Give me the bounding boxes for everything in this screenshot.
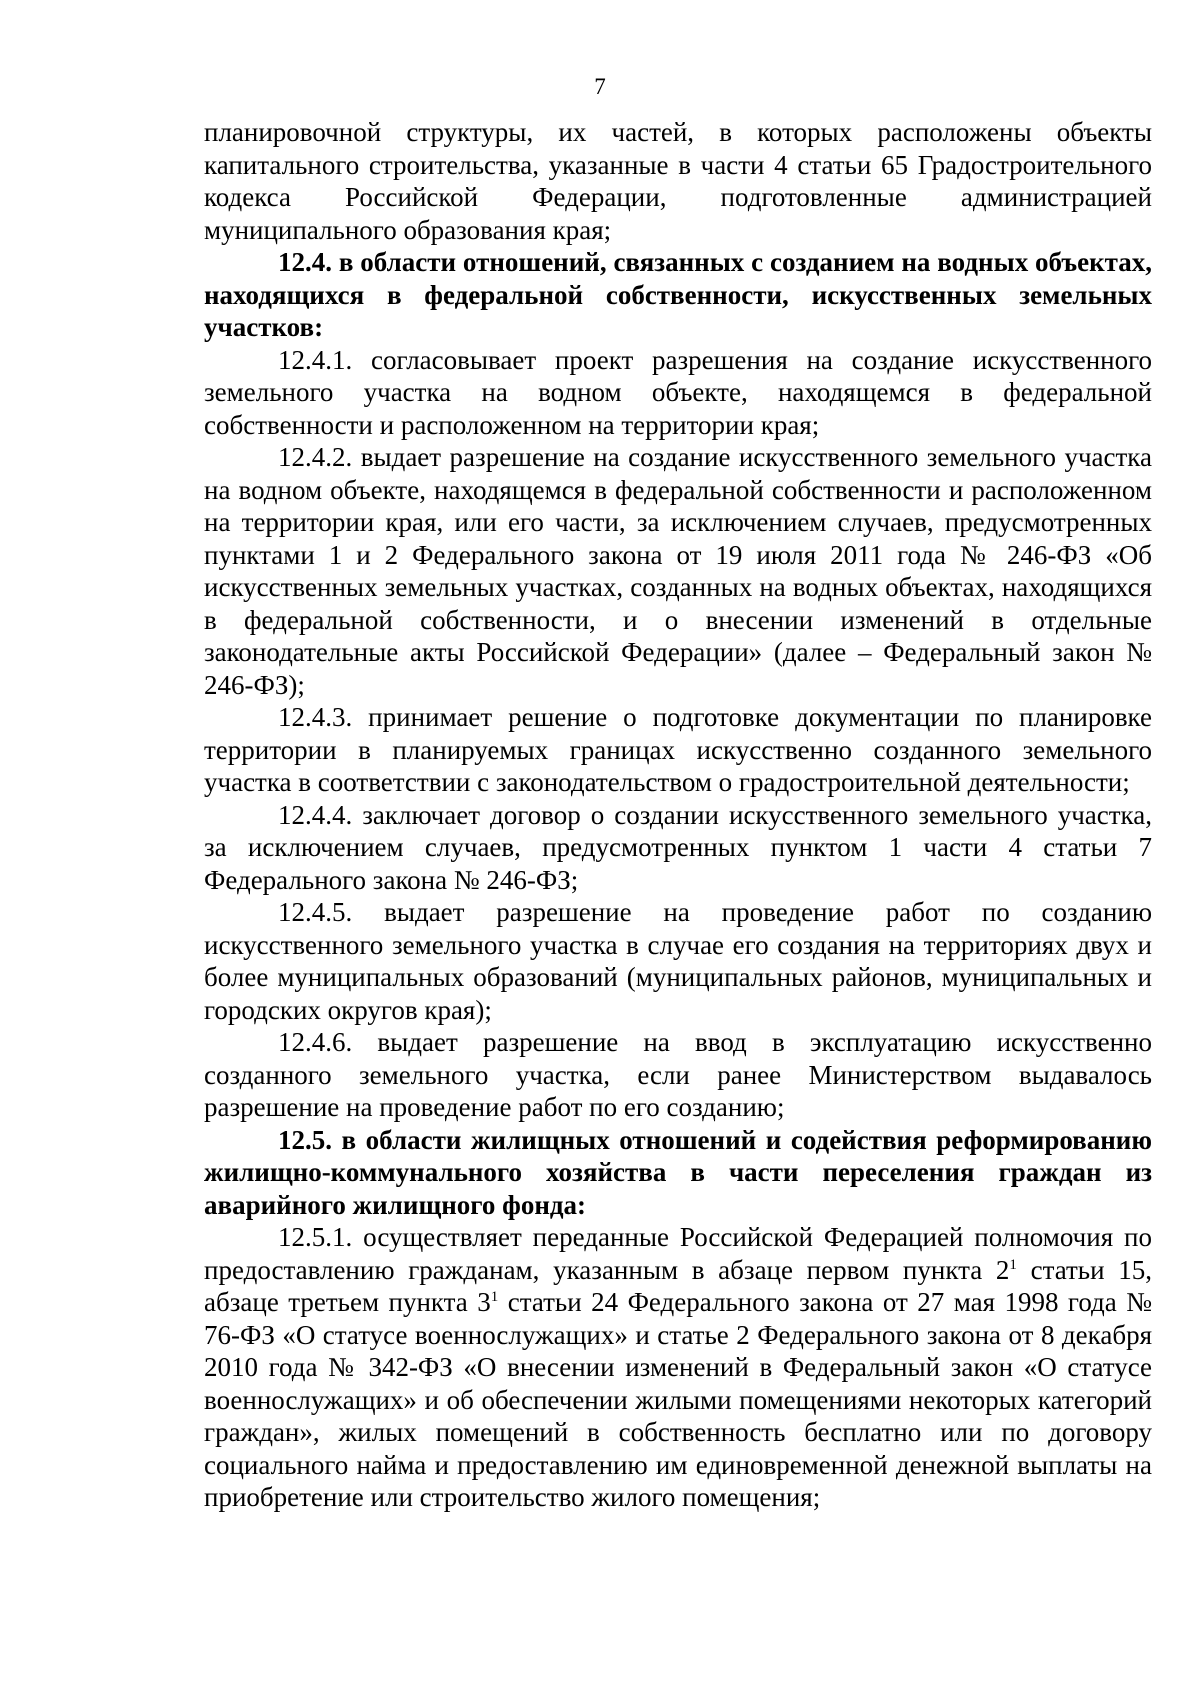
clause-12-5-1-text-a: 12.5.1. осуществляет переданные Российской Федерацией полномочия по предоставлению гражданам, указанным в абзаце первом пункта 2 [204, 1222, 1152, 1285]
clause-12-5-1-text-c: статьи 24 Федерального закона от 27 мая 1998 года № 76-ФЗ «О статусе военнослужащих» и статье 2 Федерального закона от 8 декабря 2010 года № 342-ФЗ «О внесении изменений в Федеральный закон «О статусе военнослужащих» и об обеспечении жилыми помещениями некоторых категорий граждан», жилых помещений в собственность бесплатно или по договору социального найма и предоставлению им единовременной денежной выплаты на приобретение или строительство жилого помещения; [204, 1287, 1152, 1512]
paragraph-continuation: планировочной структуры, их частей, в которых расположены объекты капитального строительства, указанные в части 4 статьи 65 Градостроительного кодекса Российской Федерации, подготовленные администрацией муниципального образования края; [204, 117, 1152, 245]
clause-12-4-6: 12.4.6. выдает разрешение на ввод в эксплуатацию искусственно созданного земельного участка, если ранее Министерством выдавалось разрешение на проведение работ по его созданию; [204, 1027, 1152, 1122]
clause-12-4-5: 12.4.5. выдает разрешение на проведение работ по созданию искусственного земельного участка в случае его создания на территориях двух и более муниципальных образований (муниципальных районов, муниципальных и городских округов края); [204, 897, 1152, 1025]
superscript-one: 1 [1009, 1256, 1017, 1273]
section-heading-12-5: 12.5. в области жилищных отношений и содействия реформированию жилищно-коммунального хозяйства в части переселения граждан из аварийного жилищного фонда: [204, 1124, 1152, 1220]
superscript-one: 1 [490, 1289, 499, 1305]
clause-12-4-3: 12.4.3. принимает решение о подготовке документации по планировке территории в планируемых границах искусственно созданного земельного участка в соответствии с законодательством о градостроительной деятельности; [204, 702, 1152, 797]
clause-12-5-1 [204, 1221, 1152, 1514]
clause-12-4-1: 12.4.1. согласовывает проект разрешения на создание искусственного земельного участка на водном объекте, находящемся в федеральной собственности и расположенном на территории края; [204, 344, 1152, 440]
clause-12-4-2: 12.4.2. выдает разрешение на создание искусственного земельного участка на водном объекте, находящемся в федеральной собственности и расположенном на территории края, или его части, за исключением случаев, предусмотренных пунктами 1 и 2 Федерального закона от 19 июля 2011 года № 246-ФЗ «Об искусственных земельных участках, созданных на водных объектах, находящихся в федеральной собственности, и о внесении изменений в отдельные законодательные акты Российской Федерации» (далее – Федеральный закон № 246-ФЗ); [204, 442, 1152, 700]
section-heading-12-4: 12.4. в области отношений, связанных с созданием на водных объектах, находящихся в федеральной собственности, искусственных земельных участков: [204, 247, 1152, 342]
clause-12-4-4: 12.4.4. заключает договор о создании искусственного земельного участка, за исключением случаев, предусмотренных пунктом 1 части 4 статьи 7 Федерального закона № 246-ФЗ; [204, 799, 1152, 895]
document-body [204, 116, 1152, 1514]
clause-12-5-1-text-b: статьи 15, абзаце третьем пункта 3 [204, 1254, 1152, 1317]
page-number: 7 [594, 74, 606, 99]
